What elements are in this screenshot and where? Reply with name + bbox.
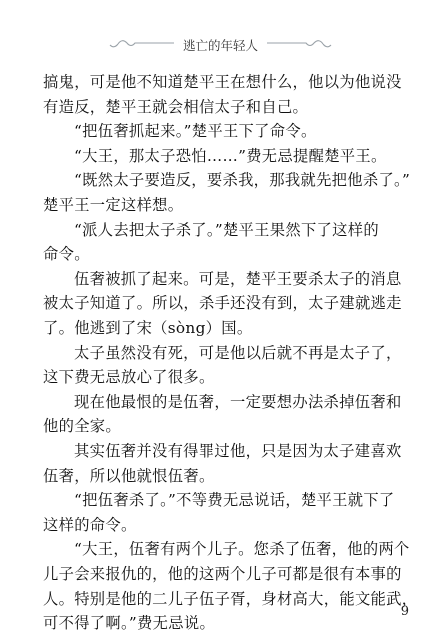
text-line: 太子虽然没有死，可是他以后就不再是太子了， — [74, 343, 402, 362]
page-number: 9 — [400, 604, 409, 619]
text-line: 这样的命令。 — [43, 515, 137, 534]
text-line: 其实伍奢并没有得罪过他，只是因为太子建喜欢 — [74, 442, 402, 460]
text-line: 儿子会来报仇的，他的这两个儿子可都是很有本事的 — [43, 565, 402, 583]
text-line: “大王，伍奢有两个儿子。您杀了伍奢，他的两个 — [74, 540, 410, 559]
text-line: 伍奢，所以他就恨伍奢。 — [43, 466, 215, 485]
text-line: 这下费无忌放心了很多。 — [43, 368, 215, 387]
text-line: “大王，那太子恐怕……”费无忌提醒楚平王。 — [74, 146, 387, 165]
text-line: 伍奢被抓了起来。可是，楚平王要杀太子的消息 — [74, 269, 402, 288]
text-line: 可不得了啊。”费无忌说。 — [43, 614, 216, 633]
text-line: “派人去把太子杀了。”楚平王果然下了这样的 — [74, 220, 379, 239]
text-line: 命令。 — [43, 245, 90, 264]
text-line: 楚平王一定这样想。 — [43, 196, 184, 214]
text-line: “把伍奢抓起来。”楚平王下了命令。 — [74, 122, 317, 141]
running-header — [0, 34, 441, 54]
text-line: 他的全家。 — [43, 417, 121, 436]
text-line: “把伍奢杀了。”不等费无忌说话，楚平王就下了 — [74, 491, 395, 510]
text-line: “既然太子要造反，要杀我，那我就先把他杀了。” — [74, 171, 411, 190]
text-line: 了。他逃到了宋（sòng）国。 — [43, 319, 253, 337]
text-line: 人。特别是他的二儿子伍子胥，身材高大，能文能武， — [43, 589, 418, 608]
header-title: 逃亡的年轻人 — [182, 38, 258, 53]
text-line: 搞鬼，可是他不知道楚平王在想什么，他以为他说没 — [43, 73, 402, 91]
text-line: 被太子知道了。所以，杀手还没有到，太子建就逃走 — [43, 294, 402, 313]
text-line: 现在他最恨的是伍奢，一定要想办法杀掉伍奢和 — [74, 392, 402, 411]
text-line: 有造反，楚平王就会相信太子和自己。 — [43, 97, 309, 116]
